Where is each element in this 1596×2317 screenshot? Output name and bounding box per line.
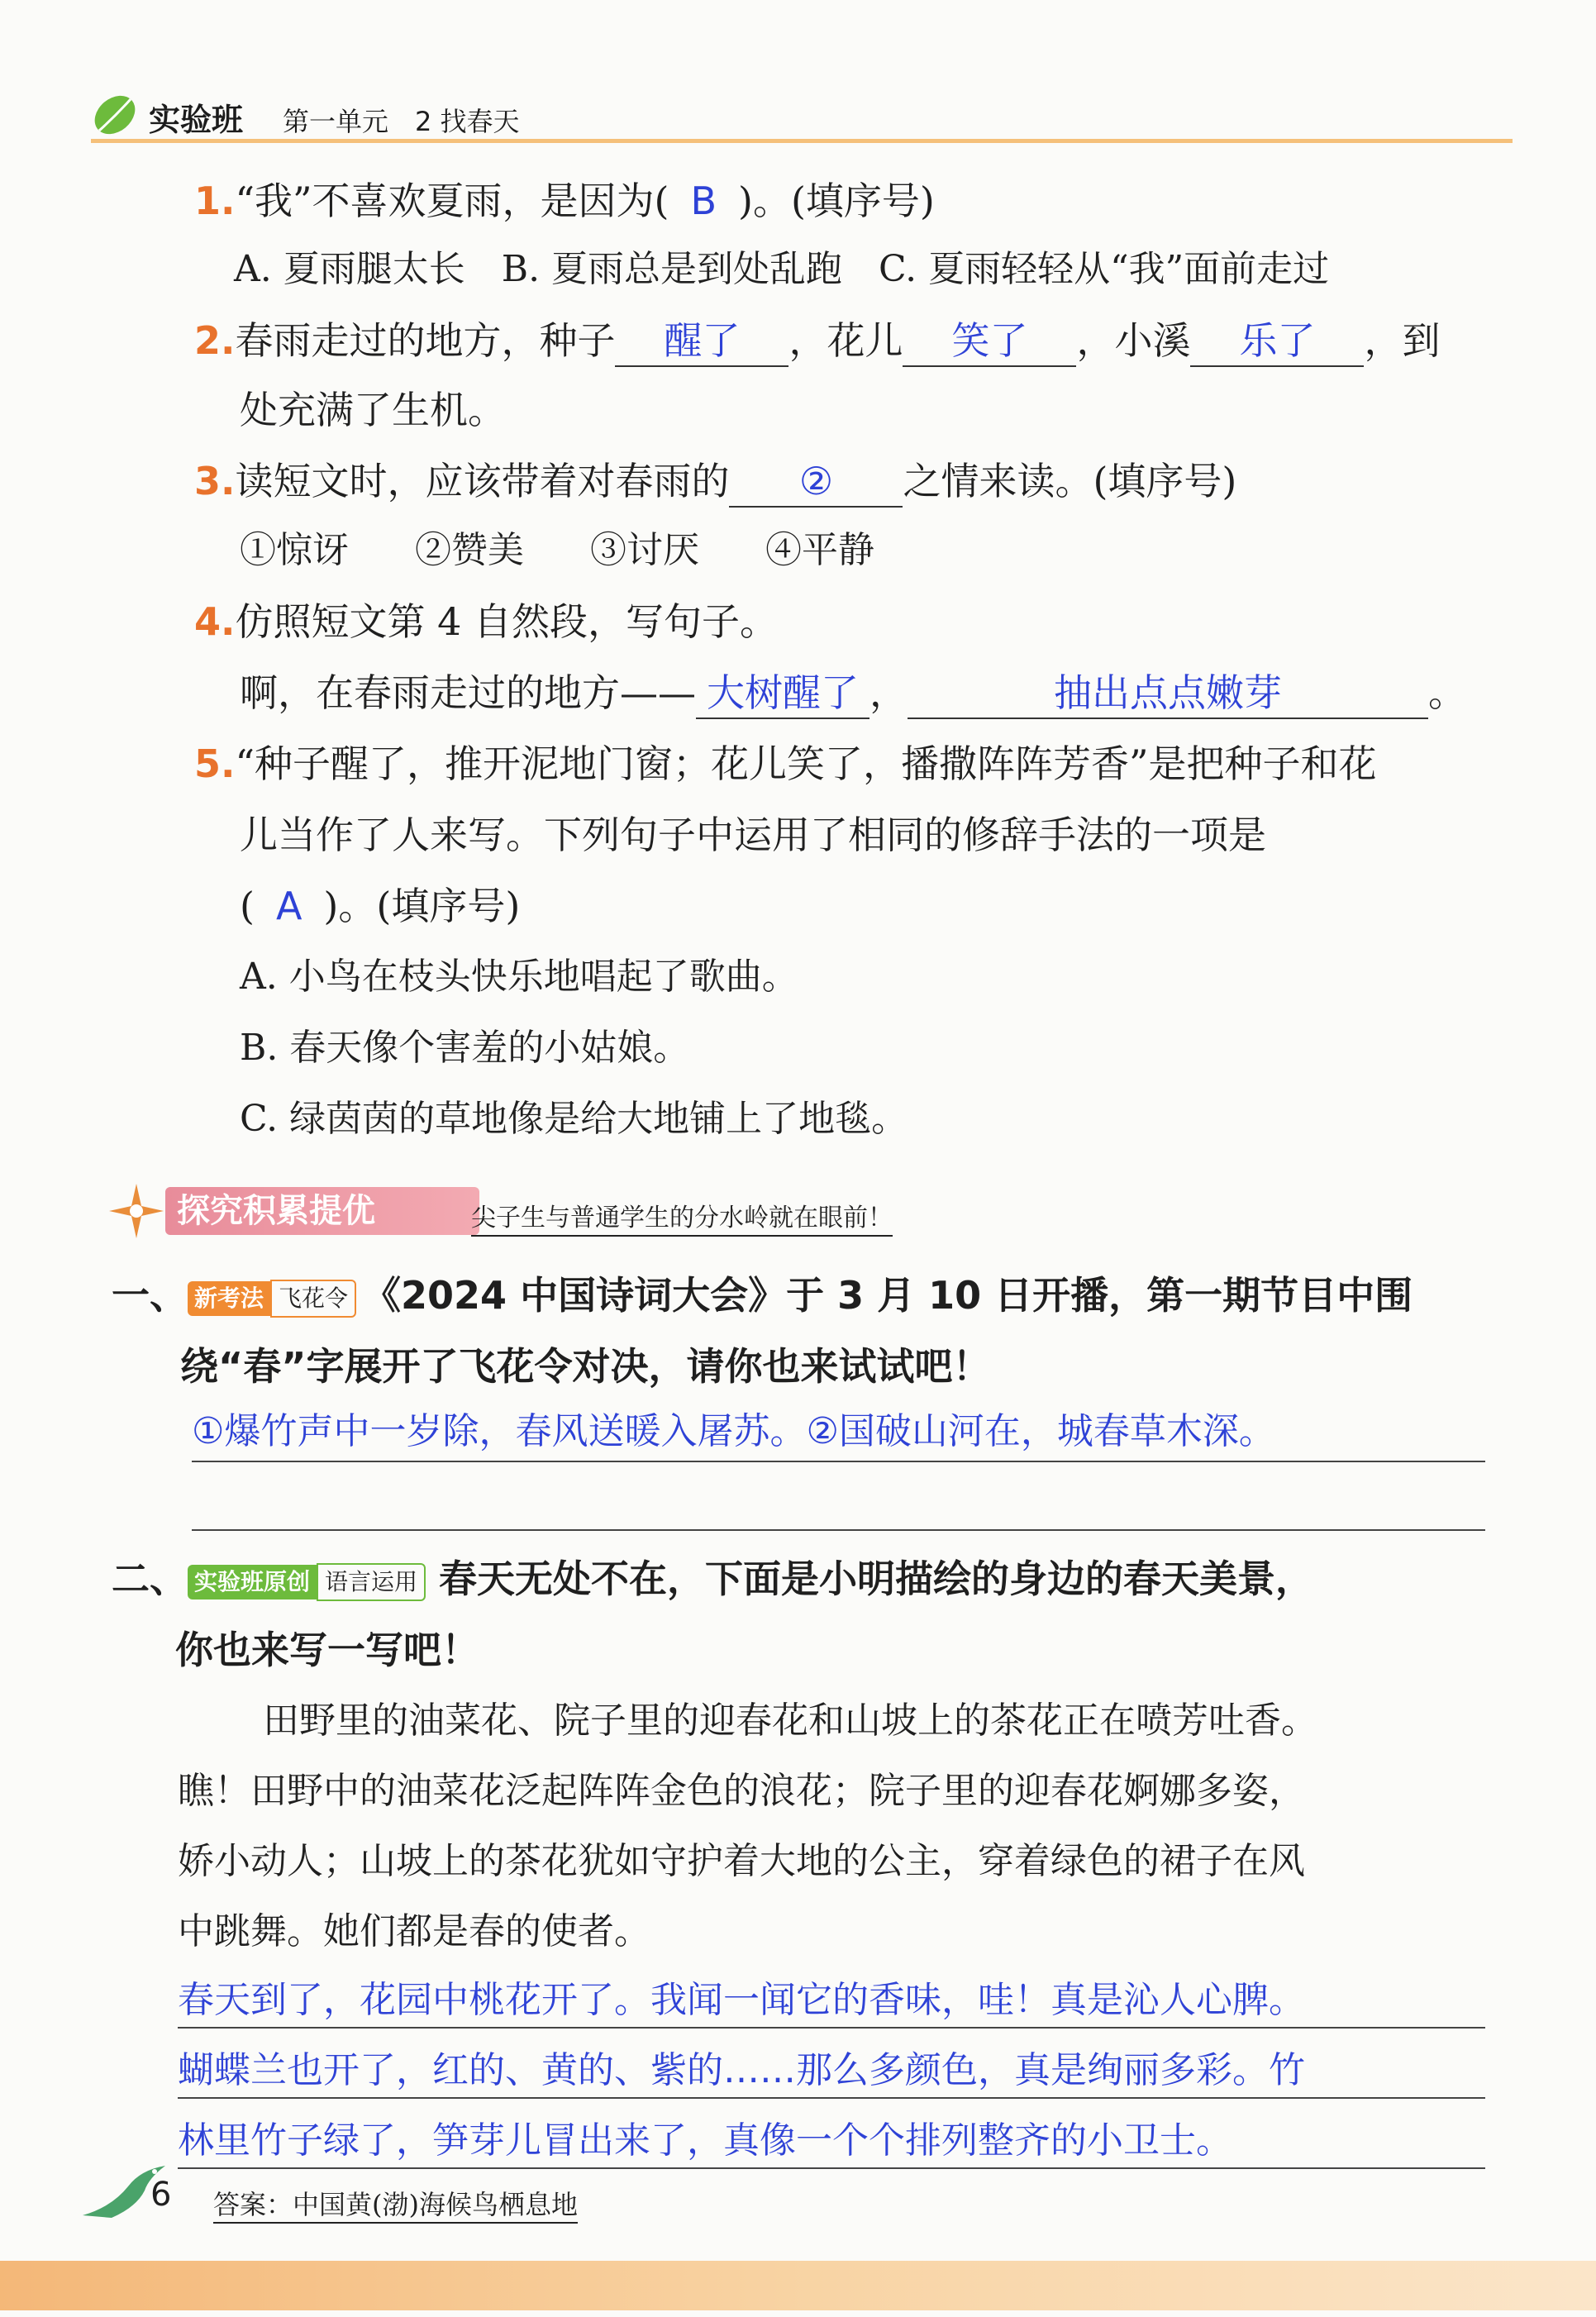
compass-icon (107, 1182, 165, 1240)
leaf-logo-icon (91, 91, 139, 139)
passage-line: 瞧！田野中的油菜花泛起阵阵金色的浪花；院子里的迎春花婀娜多姿， (178, 1770, 1305, 1812)
question-text: “种子醒了，推开泥地门窗；花儿笑了，播撒阵阵芳香”是把种子和花 (235, 741, 1377, 786)
part-text: 春天无处不在，下面是小明描绘的身边的春天美景， (439, 1557, 1314, 1601)
footer-answer: 答案：中国黄(渤)海候鸟栖息地 (213, 2184, 578, 2224)
paren: )。(填序号) (323, 884, 521, 928)
answer-rule (192, 1529, 1485, 1531)
question-2-line-2: 处充满了生机。 (240, 388, 506, 432)
question-text: )。(填序号) (738, 179, 935, 223)
question-2 (194, 316, 1440, 367)
part-text: 《2024 中国诗词大会》于 3 月 10 日开播，第一期节目中围 (363, 1273, 1413, 1318)
option: A. 小鸟在枝头快乐地唱起了歌曲。 (240, 956, 798, 998)
part-number: 一、 (112, 1273, 188, 1318)
brand-title: 实验班 (149, 102, 244, 138)
part-2 (112, 1554, 1313, 1604)
option: ④平静 (765, 529, 874, 571)
part-1-line-2: 绕“春”字展开了飞花令对决，请你也来试试吧！ (180, 1344, 991, 1389)
answer-blank: ② (729, 456, 903, 508)
option: ①惊讶 (240, 529, 349, 571)
answer-rule (178, 2097, 1485, 2099)
section-note: 尖子生与普通学生的分水岭就在眼前！ (471, 1197, 893, 1237)
tag-original: 实验班原创 (188, 1565, 317, 1599)
question-5-line-2: 儿当作了人来写。下列句子中运用了相同的修辞手法的一项是 (240, 813, 1266, 857)
question-number: 5. (194, 741, 236, 786)
question-number: 1. (194, 179, 236, 223)
question-3-options (240, 526, 874, 575)
question-4 (194, 597, 778, 646)
answer-rule (178, 2167, 1485, 2169)
answer-line: 蝴蝶兰也开了，红的、黄的、紫的……那么多颜色，真是绚丽多彩。竹 (178, 2049, 1305, 2091)
answer-rule (178, 2027, 1485, 2029)
question-text: ，花儿 (788, 318, 903, 363)
question-number: 3. (194, 459, 236, 503)
part-number: 二、 (112, 1557, 188, 1601)
option: ③讨厌 (590, 529, 699, 571)
tag-new-method: 新考法 (188, 1281, 270, 1316)
question-4-answer-line (240, 668, 1466, 719)
question-1 (194, 176, 935, 226)
answer: A (275, 884, 303, 928)
part-1 (112, 1271, 1413, 1320)
answer-line: 春天到了，花园中桃花开了。我闻一闻它的香味，哇！真是沁人心脾。 (178, 1979, 1305, 2021)
tag-language-use: 语言运用 (317, 1563, 426, 1601)
section-title: 探究积累提优 (165, 1187, 479, 1235)
option: ②赞美 (415, 529, 524, 571)
question-text: ，小溪 (1076, 318, 1191, 363)
part-2-line-2: 你也来写一写吧！ (175, 1628, 479, 1672)
option: C. 绿茵茵的草地像是给大地铺上了地毯。 (240, 1098, 908, 1140)
question-text: “我”不喜欢夏雨，是因为( (235, 179, 669, 223)
page-header (91, 91, 1513, 141)
header-rule (91, 139, 1513, 143)
answer-blank: 乐了 (1190, 316, 1364, 367)
answer: B (690, 179, 717, 223)
part-1-answer: ①爆竹声中一岁除，春风送暖入屠苏。②国破山河在，城春草木深。 (192, 1410, 1275, 1452)
option: B. 春天像个害羞的小姑娘。 (240, 1027, 690, 1069)
answer-blank: 抽出点点嫩芽 (908, 668, 1428, 719)
question-5-line-3 (240, 881, 520, 931)
passage-line: 娇小动人；山坡上的茶花犹如守护着大地的公主，穿着绿色的裙子在风 (178, 1840, 1305, 1882)
question-text: 读短文时，应该带着对春雨的 (235, 459, 730, 503)
question-text: 之情来读。(填序号) (903, 459, 1237, 503)
passage-line: 田野里的油菜花、院子里的迎春花和山坡上的茶花正在喷芳吐香。 (263, 1700, 1317, 1742)
sentence-lead: 啊，在春雨走过的地方—— (240, 670, 696, 715)
answer-blank: 笑了 (903, 316, 1076, 367)
question-text: 仿照短文第 4 自然段，写句子。 (235, 599, 778, 644)
passage-line: 中跳舞。她们都是春的使者。 (178, 1910, 650, 1952)
question-text: 春雨走过的地方，种子 (235, 318, 616, 363)
answer-rule (192, 1461, 1485, 1462)
answer-blank: 大树醒了 (696, 668, 869, 719)
section-banner (107, 1182, 984, 1240)
punctuation: 。 (1428, 670, 1466, 715)
tag-feihualing: 飞花令 (270, 1280, 356, 1318)
answer-blank: 醒了 (615, 316, 788, 367)
question-1-options: A. 夏雨腿太长 B. 夏雨总是到处乱跑 C. 夏雨轻轻从“我”面前走过 (234, 248, 1330, 290)
page-number: 6 (150, 2176, 172, 2214)
question-number: 2. (194, 318, 236, 363)
unit-title: 第一单元 2 找春天 (283, 106, 520, 137)
footer-bar (0, 2261, 1596, 2310)
answer-line: 林里竹子绿了，笋芽儿冒出来了，真像一个个排列整齐的小卫士。 (178, 2119, 1232, 2162)
question-number: 4. (194, 599, 236, 644)
punctuation: ， (869, 670, 908, 715)
question-text: ，到 (1364, 318, 1441, 363)
question-5 (194, 739, 1377, 789)
question-3 (194, 456, 1236, 508)
paren: ( (240, 884, 255, 928)
